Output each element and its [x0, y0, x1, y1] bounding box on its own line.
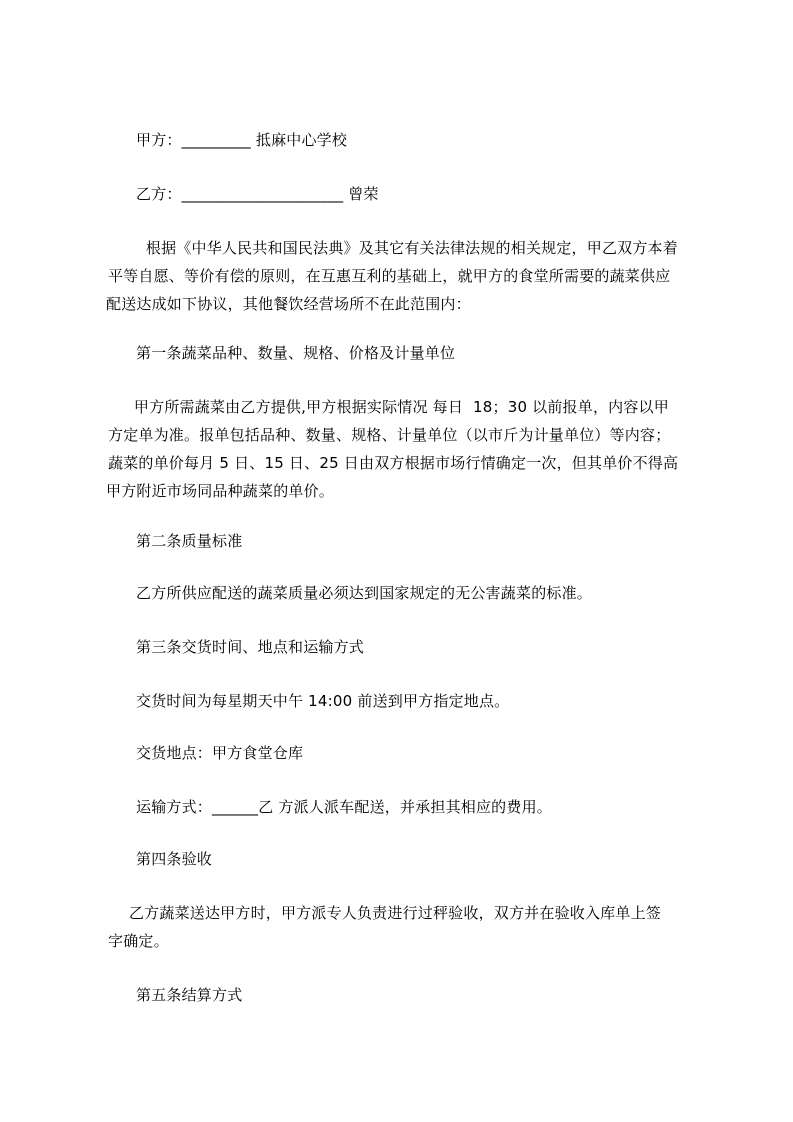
article3-transport: 运输方式：______乙 方派人派车配送，并承担其相应的费用。 — [136, 798, 552, 816]
party-b-line: 乙方：_____________________ 曾荣 — [136, 185, 379, 203]
article1-line-2: 方定单为准。报单包括品种、数量、规格、计量单位（以市斤为计量单位）等内容； — [108, 426, 671, 444]
article3-title: 第三条交货时间、地点和运输方式 — [136, 638, 365, 656]
intro-line-1: 根据《中华人民共和国民法典》及其它有关法律法规的相关规定，甲乙双方本着 — [136, 239, 678, 257]
article2-body: 乙方所供应配送的蔬菜质量必须达到国家规定的无公害蔬菜的标准。 — [136, 584, 593, 602]
article2-title: 第二条质量标准 — [136, 532, 243, 550]
intro-line-2: 平等自愿、等价有偿的原则，在互惠互利的基础上，就甲方的食堂所需要的蔬菜供应 — [108, 267, 671, 285]
article1-line-3: 蔬菜的单价每月 5 日、15 日、25 日由双方根据市场行情确定一次，但其单价不得高 — [108, 454, 679, 472]
article3-place: 交货地点：甲方食堂仓库 — [136, 744, 304, 762]
article1-line-1: 甲方所需蔬菜由乙方提供,甲方根据实际情况 每日 18；30 以前报单，内容以甲 — [124, 398, 669, 416]
article4-line-1: 乙方蔬菜送达甲方时，甲方派专人负责进行过秤验收，双方并在验收入库单上签 — [124, 904, 661, 922]
article4-title: 第四条验收 — [136, 850, 213, 868]
party-a-line: 甲方：_________ 抵麻中心学校 — [136, 131, 348, 149]
article4-line-2: 字确定。 — [108, 932, 169, 950]
article1-line-4: 甲方附近市场同品种蔬菜的单价。 — [106, 482, 335, 500]
intro-line-3: 配送达成如下协议，其他餐饮经营场所不在此范围内： — [106, 295, 471, 313]
article3-time: 交货时间为每星期天中午 14:00 前送到甲方指定地点。 — [136, 692, 510, 710]
article1-title: 第一条蔬菜品种、数量、规格、价格及计量单位 — [136, 344, 456, 362]
article5-title: 第五条结算方式 — [136, 986, 243, 1004]
